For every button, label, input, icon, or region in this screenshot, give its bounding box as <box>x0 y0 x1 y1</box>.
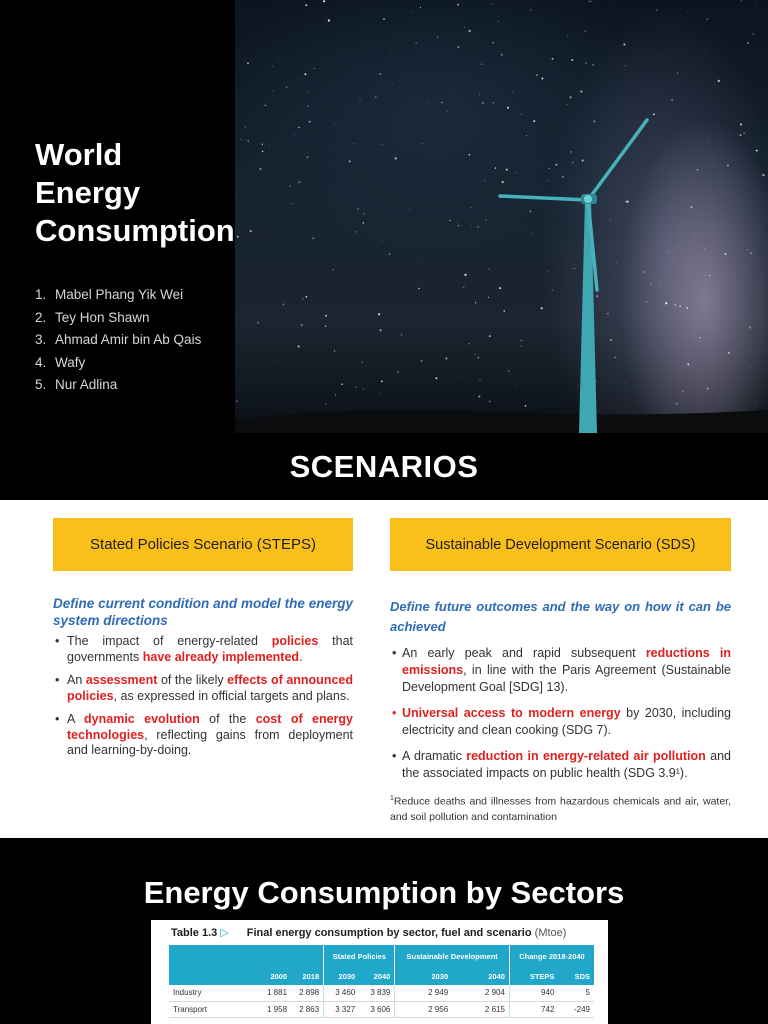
table-cell: -249 <box>558 1001 594 1017</box>
author-item <box>35 284 201 307</box>
presentation-title <box>35 136 275 250</box>
steps-bullet-list <box>53 634 353 759</box>
steps-banner: Stated Policies Scenario (STEPS) <box>53 518 353 571</box>
highlighted-text: Universal access to modern energy <box>402 706 621 720</box>
author-name: Nur Adlina <box>55 377 118 392</box>
highlighted-text: reduction in energy-related air pollution <box>466 749 706 763</box>
table-cell: 2 898 <box>291 985 324 1001</box>
wind-turbine-image <box>235 0 768 433</box>
bullet-item <box>390 705 731 739</box>
scenarios-header <box>0 433 768 500</box>
bullet-text: A dramatic <box>402 749 467 763</box>
footnote-text: Reduce deaths and illnesses from hazardous chemicals and air, water, and soil pollution and contamination <box>390 795 731 823</box>
highlighted-text: reductions in emissions <box>402 646 731 677</box>
steps-column <box>53 518 353 767</box>
author-number: 2. <box>35 309 47 325</box>
bullet-text: that governments <box>67 634 354 664</box>
table-column-header: 2030 <box>324 967 360 985</box>
highlighted-text: policies <box>271 634 319 648</box>
bullet-text: by 2030, including electricity and clean cooking (SDG 7). <box>402 706 731 737</box>
author-item <box>35 307 201 330</box>
title-line: World <box>35 137 123 172</box>
table-header-blank <box>169 967 259 985</box>
footnote <box>390 791 731 825</box>
author-name: Mabel Phang Yik Wei <box>55 287 184 302</box>
bullet-text: , reflecting gains from deployment and learning-by-doing. <box>67 727 353 757</box>
table-cell: 2 949 <box>395 985 452 1001</box>
bullet-text: An early peak and rapid subsequent <box>402 646 646 660</box>
row-label: Transport <box>169 1001 259 1017</box>
table-column-header: STEPS <box>509 967 558 985</box>
scenarios-slide <box>0 500 768 838</box>
sectors-slide <box>0 920 768 1024</box>
bullet-text: A <box>67 712 85 726</box>
table-header-blank <box>169 945 259 967</box>
title-line: Energy <box>35 175 141 210</box>
author-item <box>35 374 201 397</box>
table-cell: 742 <box>509 1001 558 1017</box>
table-cell: 3 839 <box>359 985 395 1001</box>
author-list <box>35 284 201 397</box>
table-cell: 2 615 <box>452 1001 509 1017</box>
table-column-header: 2000 <box>259 967 291 985</box>
author-item <box>35 352 201 375</box>
table-group-header: Stated Policies <box>324 945 395 967</box>
table-description: Final energy consumption by sector, fuel and scenario <box>246 927 532 939</box>
highlighted-text: have already implemented <box>142 649 300 664</box>
table-cell: 2 904 <box>452 985 509 1001</box>
steps-subheading: Define current condition and model the energy system directions <box>53 596 353 628</box>
table-cell: 3 606 <box>359 1001 395 1017</box>
sectors-header <box>0 866 768 920</box>
table-column-header: 2030 <box>395 967 452 985</box>
bullet-text: and the associated impacts on public health (SDG 3.9¹). <box>402 749 731 780</box>
table-header-blank <box>259 945 291 967</box>
author-number: 5. <box>35 377 47 392</box>
table-column-header: SDS <box>558 967 594 985</box>
highlighted-text: dynamic evolution <box>84 712 200 726</box>
author-name: Wafy <box>55 354 86 370</box>
bullet-item <box>390 645 731 696</box>
sds-column <box>390 518 731 825</box>
table-column-header: 2040 <box>359 967 395 985</box>
table-row <box>169 985 594 1001</box>
highlighted-text: assessment <box>85 673 158 687</box>
table-row <box>169 1001 594 1017</box>
bullet-text: . <box>299 649 303 664</box>
energy-consumption-table <box>169 945 594 1018</box>
table-cell: 3 460 <box>324 985 360 1001</box>
table-cell: 2 956 <box>395 1001 452 1017</box>
author-name: Tey Hon Shawn <box>55 309 150 325</box>
author-number: 4. <box>35 354 47 370</box>
bullet-item <box>53 712 353 759</box>
bullet-text: The impact of energy-related <box>67 634 272 648</box>
table-unit: (Mtoe) <box>534 927 567 939</box>
highlighted-text: effects of announced policies <box>67 673 353 703</box>
table-column-header: 2040 <box>452 967 509 985</box>
night-sky-photo <box>235 0 768 433</box>
highlighted-text: cost of energy technologies <box>67 712 353 742</box>
bullet-item <box>390 748 731 782</box>
row-label: Industry <box>169 985 259 1001</box>
table-caption <box>171 926 566 939</box>
table-cell: 5 <box>558 985 594 1001</box>
footnote-mark: 1 <box>390 795 394 802</box>
author-name: Ahmad Amir bin Ab Qais <box>55 332 202 347</box>
table-cell: 940 <box>509 985 558 1001</box>
bullet-text: , as expressed in official targets and plans. <box>113 688 350 703</box>
table-group-header: Sustainable Development <box>395 945 510 967</box>
sds-subheading: Define future outcomes and the way on how it can be achieved <box>390 599 731 634</box>
author-number: 3. <box>35 332 47 347</box>
bullet-text: of the likely <box>157 673 228 687</box>
author-number: 1. <box>35 287 47 302</box>
sectors-title: Energy Consumption by Sectors <box>143 875 625 910</box>
bullet-text: , in line with the Paris Agreement (Sustainable Development Goal [SDG] 13). <box>402 663 731 694</box>
title-slide <box>0 0 768 433</box>
table-number: Table 1.3 <box>171 927 218 939</box>
bullet-item <box>53 673 353 704</box>
bullet-text: of the <box>199 712 256 726</box>
bullet-item <box>53 634 353 665</box>
sds-banner: Sustainable Development Scenario (SDS) <box>390 518 731 571</box>
bullet-text: An <box>67 673 86 687</box>
title-line: Consumption <box>35 213 235 248</box>
table-header-blank <box>291 945 324 967</box>
triangle-icon: ▷ <box>220 927 229 939</box>
table-cell: 2 863 <box>291 1001 324 1017</box>
author-item <box>35 329 201 352</box>
table-cell: 3 327 <box>324 1001 360 1017</box>
table-cell: 1 958 <box>259 1001 291 1017</box>
table-figure <box>151 920 608 1024</box>
table-column-header: 2018 <box>291 967 324 985</box>
scenarios-title: SCENARIOS <box>289 448 479 484</box>
sds-bullet-list <box>390 645 731 782</box>
table-cell: 1 881 <box>259 985 291 1001</box>
table-group-header: Change 2018-2040 <box>509 945 594 967</box>
